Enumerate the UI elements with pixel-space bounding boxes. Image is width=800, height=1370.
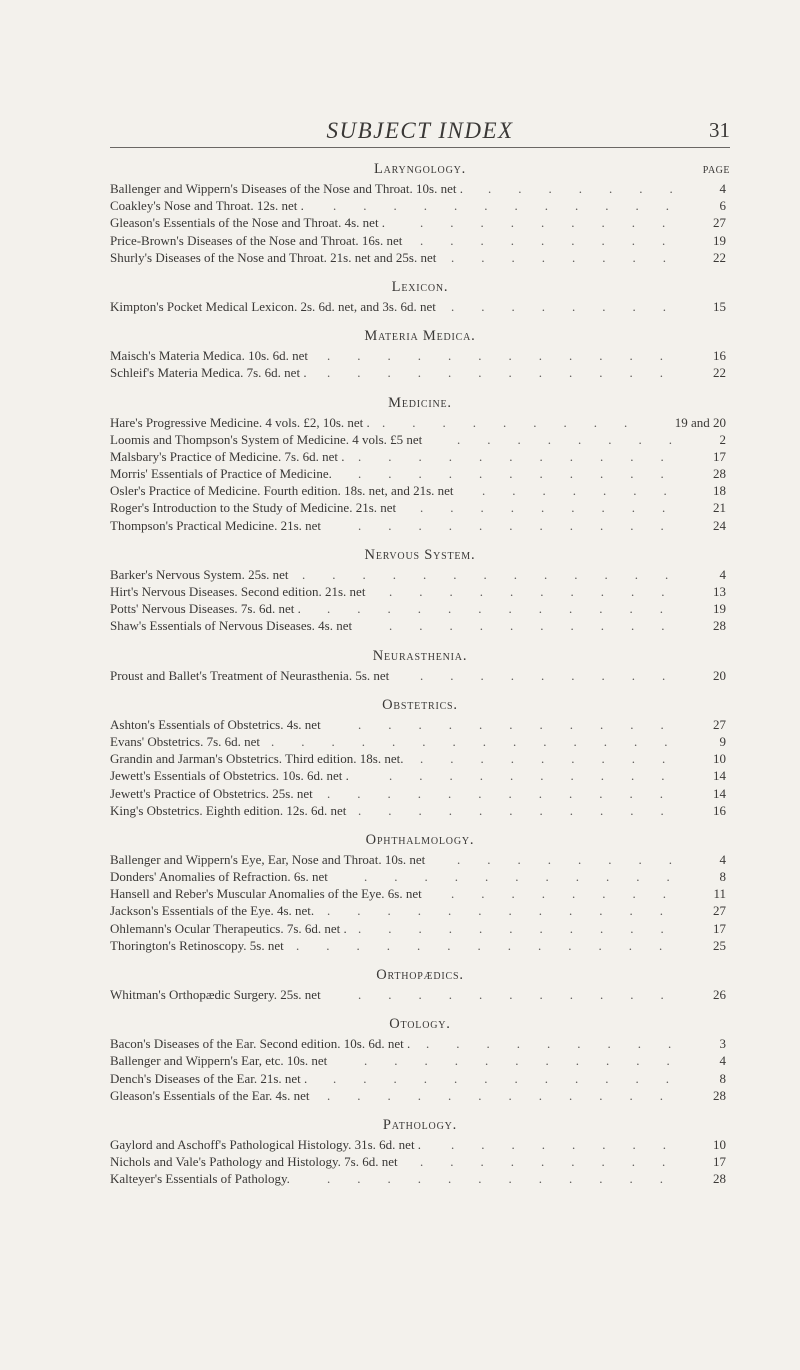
entry-title: Price-Brown's Diseases of the Nose and Throat. 16s. net bbox=[110, 232, 403, 248]
leader-dots: ............ bbox=[327, 365, 690, 381]
entry-page: 22 bbox=[713, 365, 726, 381]
entry-page: 20 bbox=[713, 667, 726, 683]
entry-title: Gleason's Essentials of the Nose and Throat. 4s. net . bbox=[110, 215, 386, 231]
index-entry bbox=[110, 1070, 730, 1087]
entry-page: 14 bbox=[713, 785, 726, 801]
index-entry bbox=[110, 214, 730, 231]
section-gap bbox=[110, 266, 730, 276]
section-heading bbox=[110, 829, 730, 851]
index-entry bbox=[110, 347, 730, 364]
index-entry bbox=[110, 802, 730, 819]
leader-dots: ........ bbox=[451, 249, 693, 265]
entry-page: 28 bbox=[713, 466, 726, 482]
section-heading bbox=[110, 1013, 730, 1035]
entry-title: Ohlemann's Ocular Therapeutics. 7s. 6d. net . bbox=[110, 920, 347, 936]
section-heading-text: Laryngology. bbox=[373, 161, 467, 177]
entry-page: 8 bbox=[719, 1070, 726, 1086]
leader-dots: ............ bbox=[327, 785, 690, 801]
entry-page: 27 bbox=[713, 716, 726, 732]
leader-dots: ............ bbox=[333, 1070, 696, 1086]
leader-dots: .............. bbox=[271, 733, 695, 749]
entry-title: Ashton's Essentials of Obstetrics. 4s. net bbox=[110, 716, 321, 732]
entry-title: Grandin and Jarman's Obstetrics. Third edition. 18s. net. bbox=[110, 751, 404, 767]
entry-title: Barker's Nervous System. 25s. net bbox=[110, 566, 289, 582]
index-entry bbox=[110, 767, 730, 784]
leader-dots: ............. bbox=[296, 937, 690, 953]
entry-page: 19 and 20 bbox=[674, 414, 726, 430]
leader-dots: ........... bbox=[358, 517, 691, 533]
entry-page: 22 bbox=[713, 249, 726, 265]
entry-page: 4 bbox=[719, 566, 726, 582]
index-entry bbox=[110, 566, 730, 583]
entry-title: Coakley's Nose and Throat. 12s. net . bbox=[110, 198, 304, 214]
entry-page: 4 bbox=[719, 1053, 726, 1069]
section-heading-text: Lexicon. bbox=[391, 278, 449, 295]
index-entry bbox=[110, 785, 730, 802]
entry-title: Schleif's Materia Medica. 7s. 6d. net . bbox=[110, 365, 307, 381]
section-heading bbox=[110, 694, 730, 716]
leader-dots: ....... bbox=[482, 483, 694, 499]
entry-page: 10 bbox=[713, 751, 726, 767]
leader-dots: ....... bbox=[488, 181, 700, 196]
leader-dots: ............ bbox=[327, 1087, 690, 1103]
leader-dots: ........... bbox=[358, 802, 691, 818]
index-entry bbox=[110, 937, 730, 954]
index-section bbox=[110, 694, 730, 819]
index-entry bbox=[110, 986, 730, 1003]
index-entry bbox=[110, 1136, 730, 1153]
entry-page: 16 bbox=[713, 348, 726, 364]
entry-title: Jackson's Essentials of the Eye. 4s. net. bbox=[110, 903, 315, 919]
entry-page: 8 bbox=[719, 869, 726, 885]
section-heading-text: Medicine. bbox=[388, 394, 452, 411]
index-entry bbox=[110, 667, 730, 684]
index-entry bbox=[110, 1087, 730, 1104]
index-section bbox=[110, 158, 730, 266]
entry-title: Shaw's Essentials of Nervous Diseases. 4s. net bbox=[110, 618, 353, 634]
entry-page: 2 bbox=[719, 431, 726, 447]
entry-title: Hansell and Reber's Muscular Anomalies of the Eye. 6s. net bbox=[110, 886, 422, 902]
leader-dots: ......... bbox=[426, 1036, 699, 1052]
leader-dots: ............ bbox=[327, 903, 690, 919]
entry-page: 3 bbox=[719, 1036, 726, 1052]
entry-title: Gleason's Essentials of the Ear. 4s. net bbox=[110, 1087, 310, 1103]
leader-dots: ........ bbox=[457, 431, 699, 447]
section-gap bbox=[110, 534, 730, 544]
entry-page: 16 bbox=[713, 802, 726, 818]
entry-title: Ballenger and Wippern's Diseases of the Nose and Throat. 10s. net . bbox=[110, 181, 463, 196]
index-entry bbox=[110, 733, 730, 750]
section-gap bbox=[110, 635, 730, 645]
leader-dots: ............. bbox=[302, 566, 696, 582]
section-gap bbox=[110, 1104, 730, 1114]
section-gap bbox=[110, 954, 730, 964]
section-heading bbox=[110, 158, 730, 180]
leader-dots: ............ bbox=[327, 348, 690, 364]
entry-title: Donders' Anomalies of Refraction. 6s. net bbox=[110, 869, 328, 885]
index-section bbox=[110, 964, 730, 1003]
section-heading bbox=[110, 964, 730, 986]
leader-dots: ......... bbox=[420, 500, 693, 516]
entry-page: 11 bbox=[713, 886, 726, 902]
entry-title: Thorington's Retinoscopy. 5s. net bbox=[110, 937, 284, 953]
page-column-label: PAGE bbox=[702, 165, 730, 176]
entry-page: 4 bbox=[719, 851, 726, 867]
entry-title: Ballenger and Wippern's Eye, Ear, Nose and Throat. 10s. net bbox=[110, 851, 426, 867]
section-heading-text: Materia Medica. bbox=[364, 328, 476, 345]
entry-page: 19 bbox=[713, 601, 726, 617]
leader-dots: .......... bbox=[389, 768, 692, 784]
index-section bbox=[110, 392, 730, 534]
leader-dots: ......... bbox=[382, 414, 655, 430]
entry-page: 26 bbox=[713, 987, 726, 1002]
entry-title: Ballenger and Wippern's Ear, etc. 10s. net bbox=[110, 1053, 328, 1069]
entry-title: Proust and Ballet's Treatment of Neurasthenia. 5s. net bbox=[110, 667, 390, 683]
entry-title: Loomis and Thompson's System of Medicine. 4 vols. £5 net bbox=[110, 431, 423, 447]
leader-dots: ........... bbox=[358, 987, 691, 1002]
section-heading bbox=[110, 645, 730, 667]
leader-dots: ........... bbox=[364, 1053, 697, 1069]
section-gap bbox=[110, 684, 730, 694]
index-entry bbox=[110, 902, 730, 919]
entry-page: 28 bbox=[713, 1087, 726, 1103]
leader-dots: ........... bbox=[358, 716, 691, 732]
index-section bbox=[110, 325, 730, 381]
index-entry bbox=[110, 1153, 730, 1170]
section-heading bbox=[110, 544, 730, 566]
entry-page: 24 bbox=[713, 517, 726, 533]
index-entry bbox=[110, 750, 730, 767]
section-heading-text: Pathology. bbox=[382, 1116, 458, 1133]
entry-page: 9 bbox=[719, 733, 726, 749]
leader-dots: ......... bbox=[420, 751, 693, 767]
leader-dots: ........... bbox=[358, 466, 691, 482]
entry-page: 28 bbox=[713, 1171, 726, 1187]
index-entry bbox=[110, 249, 730, 266]
leader-dots: .......... bbox=[389, 584, 692, 599]
entry-title: Jewett's Essentials of Obstetrics. 10s. 6d. net . bbox=[110, 768, 349, 784]
index-entry bbox=[110, 482, 730, 499]
entry-title: Morris' Essentials of Practice of Medicine. bbox=[110, 466, 332, 482]
section-heading-text: Orthopædics. bbox=[376, 967, 464, 983]
entry-page: 18 bbox=[713, 483, 726, 499]
index-entry bbox=[110, 197, 730, 214]
section-gap bbox=[110, 819, 730, 829]
index-entry bbox=[110, 617, 730, 634]
entry-page: 21 bbox=[713, 500, 726, 516]
index-entry bbox=[110, 517, 730, 534]
entry-title: Potts' Nervous Diseases. 7s. 6d. net . bbox=[110, 601, 301, 617]
entry-page: 28 bbox=[713, 618, 726, 634]
entry-page: 19 bbox=[713, 232, 726, 248]
section-heading bbox=[110, 392, 730, 414]
entry-title: Gaylord and Aschoff's Pathological Histology. 31s. 6d. net . bbox=[110, 1136, 422, 1152]
index-section bbox=[110, 1013, 730, 1104]
leader-dots: ............ bbox=[327, 1171, 690, 1187]
running-head-title: SUBJECT INDEX bbox=[326, 118, 514, 143]
index-entry bbox=[110, 920, 730, 937]
page-number: 31 bbox=[709, 118, 730, 142]
index-entry bbox=[110, 1035, 730, 1052]
entry-title: Kalteyer's Essentials of Pathology. bbox=[110, 1171, 290, 1187]
section-gap bbox=[110, 382, 730, 392]
entry-page: 17 bbox=[713, 1154, 726, 1170]
leader-dots: ........... bbox=[364, 869, 697, 885]
entry-page: 25 bbox=[713, 937, 726, 953]
index-entry bbox=[110, 232, 730, 249]
section-heading-text: Otology. bbox=[389, 1016, 451, 1033]
entry-page: 4 bbox=[719, 181, 726, 196]
entry-page: 17 bbox=[713, 448, 726, 464]
index-entry bbox=[110, 583, 730, 600]
index-entry bbox=[110, 414, 730, 431]
entry-title: Malsbary's Practice of Medicine. 7s. 6d. net . bbox=[110, 448, 345, 464]
entry-title: Whitman's Orthopædic Surgery. 25s. net bbox=[110, 987, 321, 1002]
entry-title: Maisch's Materia Medica. 10s. 6d. net bbox=[110, 348, 309, 364]
leader-dots: ......... bbox=[420, 1154, 693, 1170]
index-entry bbox=[110, 1170, 730, 1187]
entry-title: King's Obstetrics. Eighth edition. 12s. 6d. net bbox=[110, 802, 347, 818]
entry-page: 14 bbox=[713, 768, 726, 784]
index-entry bbox=[110, 431, 730, 448]
subject-index bbox=[110, 158, 730, 1188]
index-section bbox=[110, 276, 730, 315]
entry-page: 6 bbox=[719, 198, 726, 214]
entry-title: Evans' Obstetrics. 7s. 6d. net bbox=[110, 733, 261, 749]
index-entry bbox=[110, 499, 730, 516]
index-entry bbox=[110, 465, 730, 482]
leader-dots: ........ bbox=[451, 298, 693, 314]
index-entry bbox=[110, 885, 730, 902]
entry-title: Nichols and Vale's Pathology and Histology. 7s. 6d. net bbox=[110, 1154, 398, 1170]
entry-title: Hirt's Nervous Diseases. Second edition. 21s. net bbox=[110, 584, 366, 599]
index-entry bbox=[110, 448, 730, 465]
leader-dots: ......... bbox=[420, 667, 693, 683]
entry-page: 13 bbox=[713, 584, 726, 599]
index-section bbox=[110, 645, 730, 684]
section-heading-text: Neurasthenia. bbox=[372, 647, 468, 664]
index-entry bbox=[110, 298, 730, 315]
entry-title: Kimpton's Pocket Medical Lexicon. 2s. 6d. net, and 3s. 6d. net bbox=[110, 298, 436, 314]
leader-dots: ........ bbox=[451, 886, 693, 902]
index-section bbox=[110, 1114, 730, 1188]
index-entry bbox=[110, 180, 730, 197]
section-gap bbox=[110, 1003, 730, 1013]
entry-page: 27 bbox=[713, 903, 726, 919]
leader-dots: .......... bbox=[389, 618, 692, 634]
section-heading-text: Ophthalmology. bbox=[365, 831, 475, 848]
section-gap bbox=[110, 315, 730, 325]
index-entry bbox=[110, 868, 730, 885]
header-rule bbox=[110, 147, 730, 148]
leader-dots: ........ bbox=[451, 1136, 693, 1152]
index-section bbox=[110, 544, 730, 635]
index-entry bbox=[110, 364, 730, 381]
index-section bbox=[110, 829, 730, 954]
entry-title: Osler's Practice of Medicine. Fourth edition. 18s. net, and 21s. net bbox=[110, 483, 454, 499]
section-heading-text: Nervous System. bbox=[364, 546, 476, 563]
entry-title: Shurly's Diseases of the Nose and Throat. 21s. net and 25s. net bbox=[110, 249, 437, 265]
index-entry bbox=[110, 851, 730, 868]
entry-page: 10 bbox=[713, 1136, 726, 1152]
section-heading bbox=[110, 325, 730, 347]
entry-title: Thompson's Practical Medicine. 21s. net bbox=[110, 517, 322, 533]
index-entry bbox=[110, 716, 730, 733]
index-entry bbox=[110, 1052, 730, 1069]
leader-dots: ............ bbox=[333, 198, 696, 214]
section-heading bbox=[110, 1114, 730, 1136]
entry-page: 15 bbox=[713, 298, 726, 314]
entry-title: Bacon's Diseases of the Ear. Second edition. 10s. 6d. net . bbox=[110, 1036, 411, 1052]
leader-dots: ......... bbox=[420, 215, 693, 231]
entry-page: 17 bbox=[713, 920, 726, 936]
section-heading-text: Obstetrics. bbox=[382, 696, 458, 713]
running-head bbox=[110, 118, 730, 148]
index-entry bbox=[110, 600, 730, 617]
entry-title: Hare's Progressive Medicine. 4 vols. £2, 10s. net . bbox=[110, 414, 370, 430]
leader-dots: ......... bbox=[420, 232, 693, 248]
entry-page: 27 bbox=[713, 215, 726, 231]
leader-dots: ........... bbox=[358, 920, 691, 936]
entry-title: Roger's Introduction to the Study of Medicine. 21s. net bbox=[110, 500, 397, 516]
leader-dots: ........... bbox=[358, 448, 691, 464]
entry-title: Dench's Diseases of the Ear. 21s. net . bbox=[110, 1070, 308, 1086]
section-heading bbox=[110, 276, 730, 298]
leader-dots: ........ bbox=[457, 851, 699, 867]
entry-title: Jewett's Practice of Obstetrics. 25s. net bbox=[110, 785, 313, 801]
leader-dots: ............ bbox=[327, 601, 690, 617]
